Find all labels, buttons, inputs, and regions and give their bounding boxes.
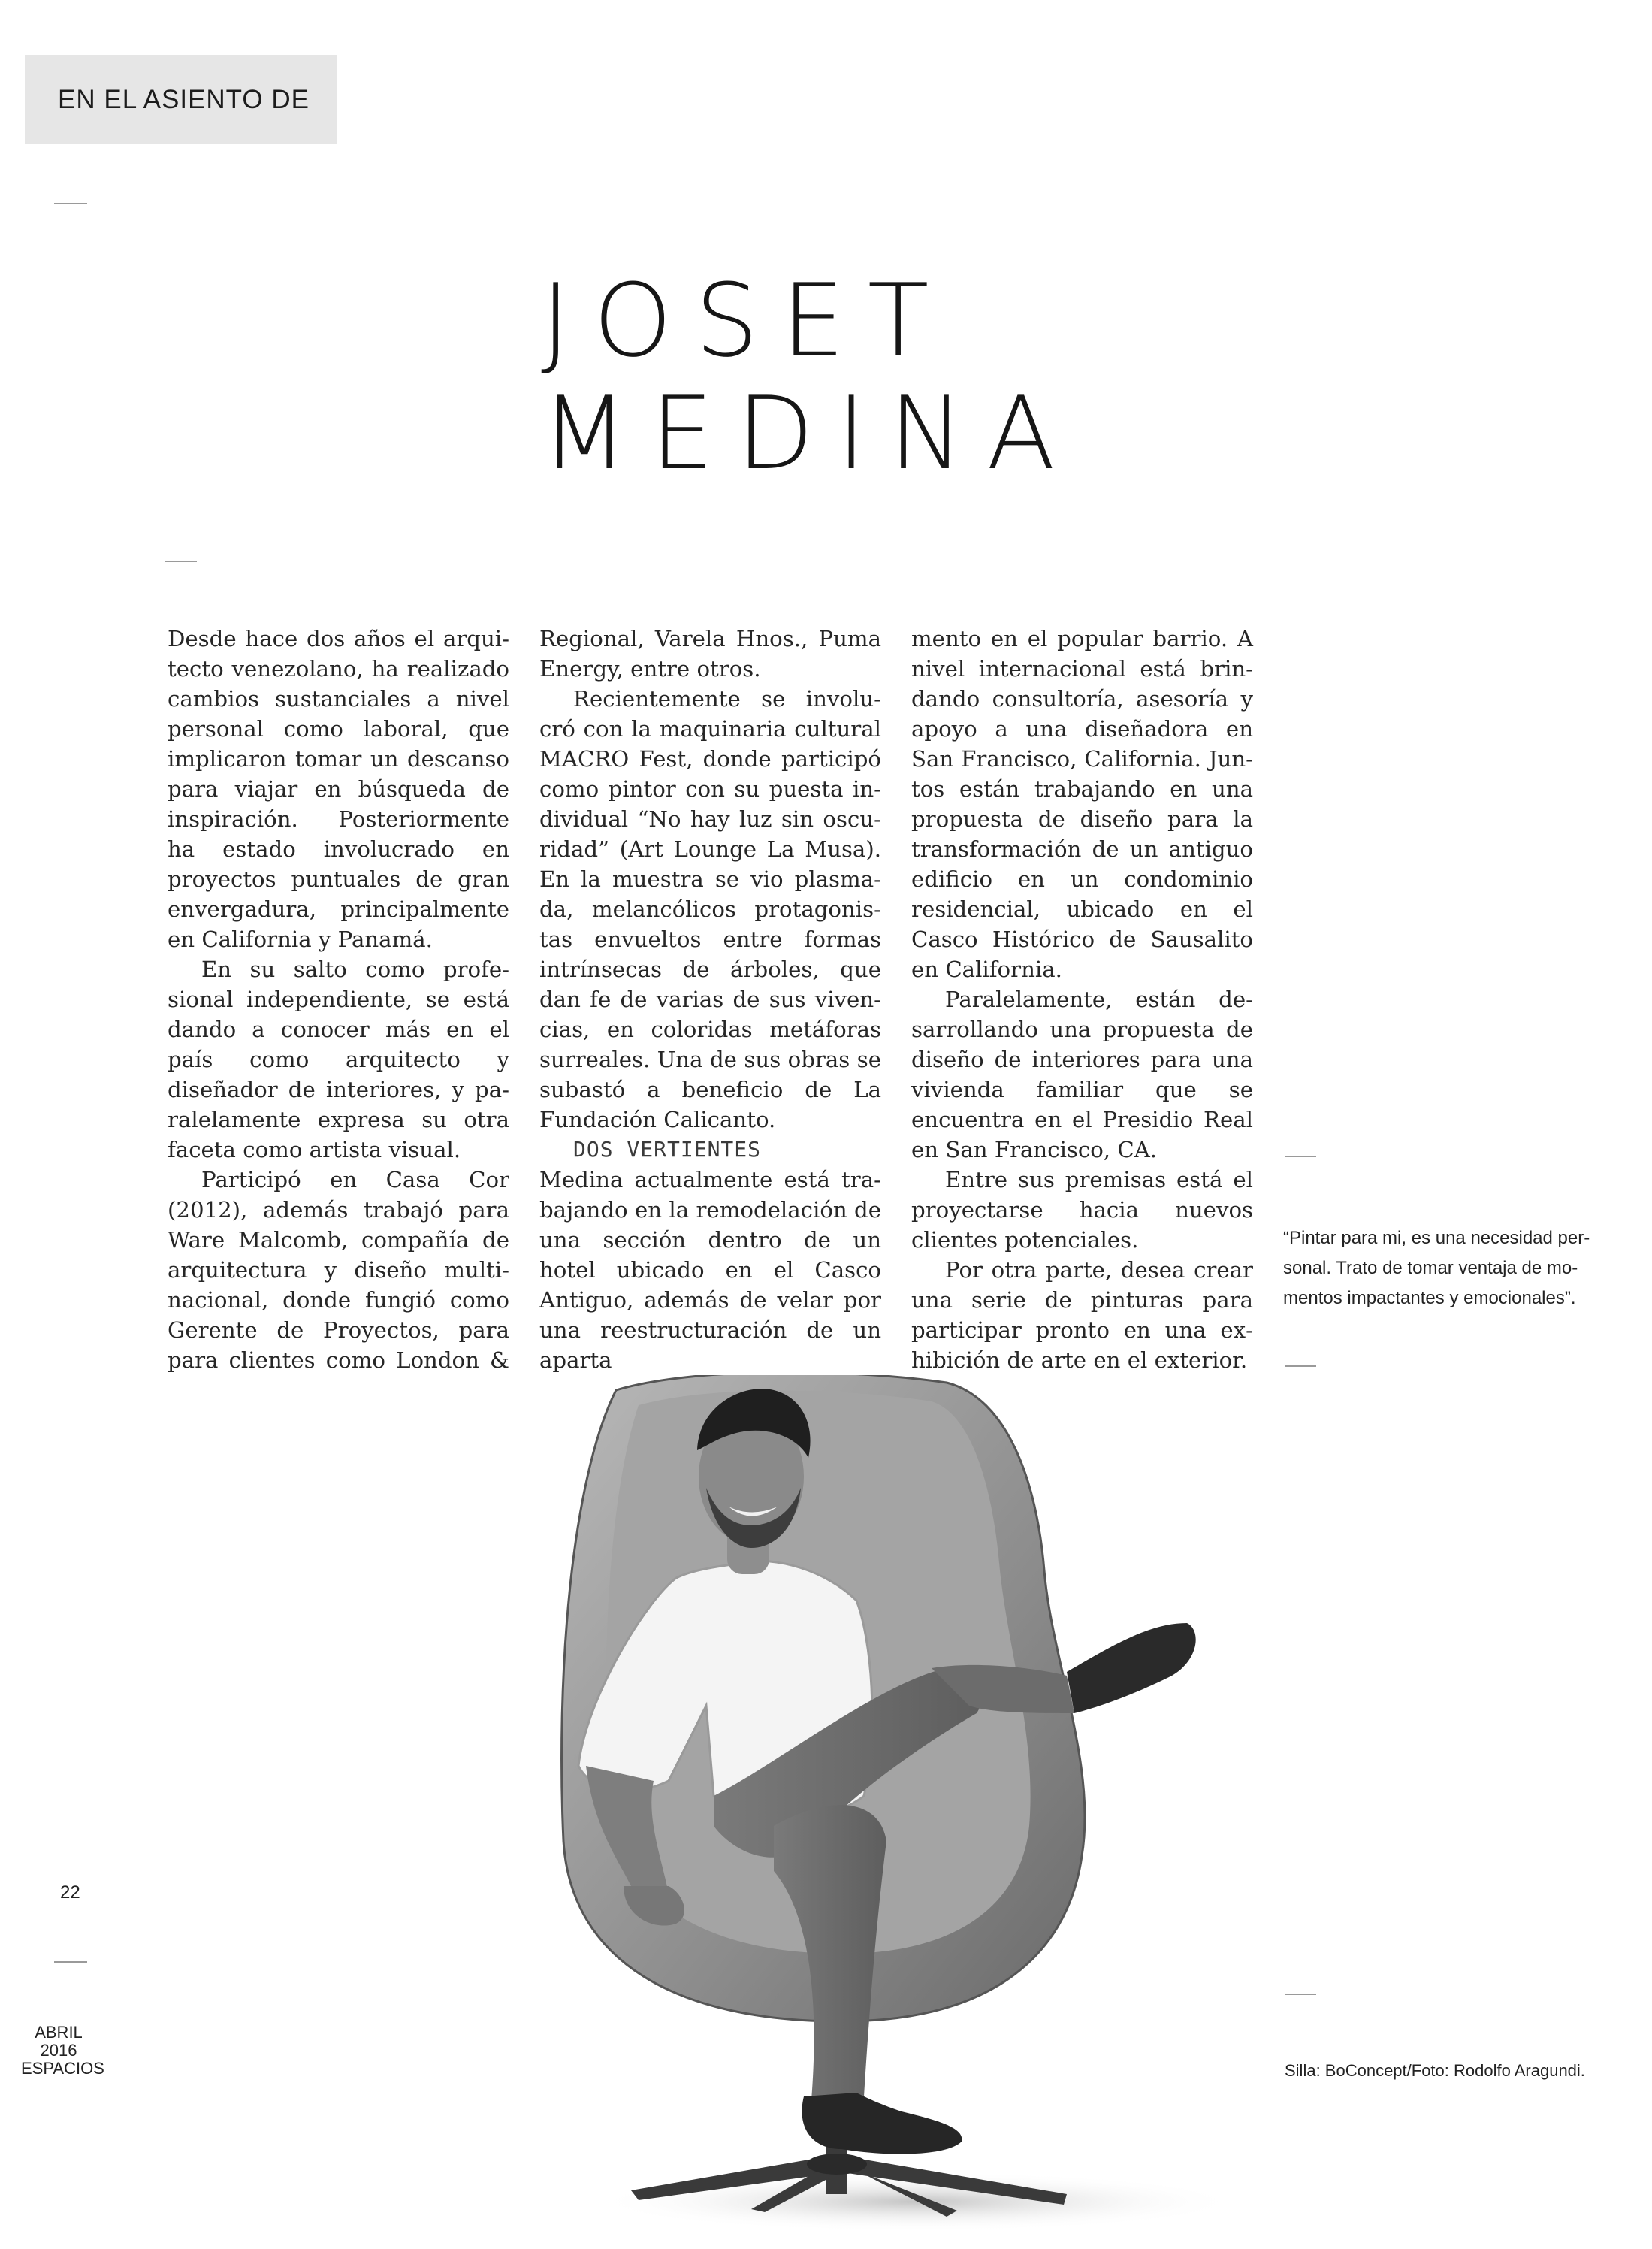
photo-credit: Silla: BoConcept/Foto: Rodolfo Aragundi. bbox=[1285, 2061, 1585, 2080]
paragraph: Paralelamente, están desarrollando una propuesta de diseño de interiores para una vivienda familiar que se encuentra en el Presidio Real en San Francisco, CA. bbox=[911, 987, 1253, 1162]
divider-top-left bbox=[54, 203, 87, 204]
divider-article-start bbox=[165, 561, 197, 562]
paragraph: En su salto como profesional independiente, se está dando a conocer más en el país como arquitecto y diseñador de interiores, y paralelamente expresa su otra faceta como artista visual. bbox=[168, 957, 509, 1162]
portrait-photo bbox=[526, 1375, 1292, 2247]
magazine-name: ESPACIOS bbox=[21, 2059, 104, 2078]
issue-month: ABRIL bbox=[35, 2023, 83, 2042]
subheading: DOS VERTIENTES bbox=[573, 1137, 762, 1162]
page-title-line-2: MEDINA bbox=[541, 375, 1078, 492]
paragraph: Por otra parte, desea crear una serie de pinturas para participar pronto en una exhibición de arte en el exterior. bbox=[911, 1257, 1253, 1373]
issue-footer bbox=[21, 2023, 104, 2078]
paragraph: Regional, Varela Hnos., Puma Energy, entre otros. bbox=[539, 626, 881, 682]
paragraph: mento en el popular barrio. A nivel internacional está brindando consultoría, asesoría y apoyo a una diseñadora en San Francisco, California. Juntos están trabajando en una propuesta de diseño para la transformación de un antiguo edificio en un condominio residencial, ubicado en el Casco Histórico de Sausalito en California. bbox=[911, 626, 1253, 982]
shoe-raised bbox=[1067, 1623, 1196, 1713]
paragraph: Medina actualmente está trabajando en la remodelación de una sección dentro de un hotel ubicado en el Casco Antiguo, además de velar por una reestructuración de un aparta bbox=[539, 1167, 881, 1373]
shoe-floor bbox=[802, 2093, 962, 2154]
article-column-2 bbox=[539, 624, 881, 1375]
article-column-1 bbox=[168, 624, 509, 1375]
page-number: 22 bbox=[60, 1882, 80, 1903]
article-column-3 bbox=[911, 624, 1253, 1375]
divider-page-number bbox=[54, 1961, 87, 1963]
page-title-line-1: JOSET bbox=[541, 262, 952, 379]
section-tag bbox=[25, 55, 337, 144]
divider-quote-top bbox=[1285, 1156, 1316, 1157]
divider-quote-bottom bbox=[1285, 1365, 1316, 1367]
paragraph: Participó en Casa Cor (2012), además trabajó para Ware Malcomb, compañía de arquitectura y diseño multinacional, donde fungió como Gerente de Proyectos, para para clientes como London & bbox=[168, 1167, 509, 1373]
pull-quote: “Pintar para mi, es una necesidad personal. Trato de tomar ventaja de momentos impactantes y emocionales”. bbox=[1283, 1228, 1590, 1308]
paragraph: Desde hace dos años el arquitecto venezolano, ha realizado cambios sustanciales a nivel personal como laboral, que implicaron tomar un descanso para viajar en búsqueda de inspiración. Posteriormente ha estado involucrado en proyectos puntuales de gran envergadura, principalmente en California y Panamá. bbox=[168, 626, 509, 952]
paragraph: Entre sus premisas está el proyectarse hacia nuevos clientes potenciales. bbox=[911, 1167, 1253, 1253]
paragraph: Recientemente se involucró con la maquinaria cultural MACRO Fest, donde participó como pintor con su puesta individual “No hay luz sin oscuridad” (Art Lounge La Musa). En la muestra se vio plasmada, melancólicos protagonistas envueltos entre formas intrínsecas de árboles, que dan fe de varias de sus vivencias, en coloridas metáforas surreales. Una de sus obras se subastó a beneficio de La Fundación Calicanto. bbox=[539, 686, 881, 1132]
section-tag-label: EN EL ASIENTO DE bbox=[58, 85, 310, 114]
issue-year: 2016 bbox=[40, 2041, 77, 2060]
